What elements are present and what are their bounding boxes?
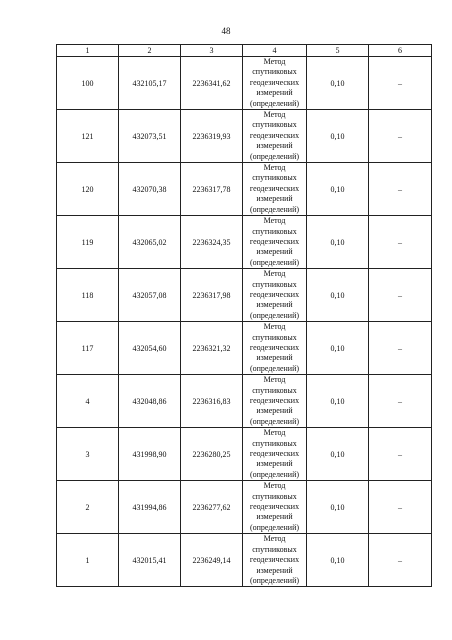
method-line: Метод xyxy=(263,322,286,332)
accuracy-cell: 0,10 xyxy=(307,216,369,269)
table-row xyxy=(57,322,432,375)
page-number: 48 xyxy=(221,26,231,36)
method-cell xyxy=(243,375,307,428)
accuracy-cell: 0,10 xyxy=(307,534,369,587)
method-line: (определений) xyxy=(249,310,300,320)
method-line: измерений xyxy=(256,300,293,310)
accuracy-cell: 0,10 xyxy=(307,322,369,375)
column-header: 5 xyxy=(307,45,369,57)
method-line: спутниковых xyxy=(252,173,297,183)
method-line: (определений) xyxy=(249,151,300,161)
method-line: геодезических xyxy=(249,130,300,140)
method-line: Метод xyxy=(263,428,286,438)
point-number-cell: 3 xyxy=(57,428,119,481)
column-header: 3 xyxy=(181,45,243,57)
method-line: (определений) xyxy=(249,416,300,426)
method-cell xyxy=(243,110,307,163)
method-cell xyxy=(243,534,307,587)
method-line: измерений xyxy=(256,194,293,204)
method-line: (определений) xyxy=(249,522,300,532)
table-body xyxy=(57,45,432,587)
y-coordinate-cell: 2236280,25 xyxy=(181,428,243,481)
x-coordinate-cell: 431994,86 xyxy=(119,481,181,534)
note-cell: – xyxy=(369,57,432,110)
method-line: геодезических xyxy=(249,183,300,193)
method-line: Метод xyxy=(263,110,286,120)
method-line: измерений xyxy=(256,459,293,469)
table-row xyxy=(57,428,432,481)
point-number-cell: 121 xyxy=(57,110,119,163)
note-cell: – xyxy=(369,375,432,428)
table-row xyxy=(57,481,432,534)
point-number-cell: 117 xyxy=(57,322,119,375)
method-line: Метод xyxy=(263,269,286,279)
point-number-cell: 118 xyxy=(57,269,119,322)
accuracy-cell: 0,10 xyxy=(307,57,369,110)
method-line: (определений) xyxy=(249,469,300,479)
x-coordinate-cell: 432073,51 xyxy=(119,110,181,163)
method-line: Метод xyxy=(263,481,286,491)
method-line: измерений xyxy=(256,88,293,98)
method-line: Метод xyxy=(263,57,286,66)
method-line: Метод xyxy=(263,216,286,226)
method-cell xyxy=(243,481,307,534)
table-row xyxy=(57,110,432,163)
x-coordinate-cell: 432057,08 xyxy=(119,269,181,322)
method-line: (определений) xyxy=(249,204,300,214)
method-line: геодезических xyxy=(249,342,300,352)
method-line: (определений) xyxy=(249,363,300,373)
x-coordinate-cell: 432015,41 xyxy=(119,534,181,587)
method-line: измерений xyxy=(256,565,293,575)
method-line: (определений) xyxy=(249,575,300,585)
method-cell xyxy=(243,216,307,269)
method-line: спутниковых xyxy=(252,491,297,501)
method-line: (определений) xyxy=(249,98,300,108)
y-coordinate-cell: 2236249,14 xyxy=(181,534,243,587)
method-line: измерений xyxy=(256,141,293,151)
method-line: геодезических xyxy=(249,449,300,459)
column-header: 6 xyxy=(369,45,432,57)
note-cell: – xyxy=(369,322,432,375)
note-cell: – xyxy=(369,163,432,216)
table-row xyxy=(57,375,432,428)
method-line: спутниковых xyxy=(252,544,297,554)
y-coordinate-cell: 2236317,78 xyxy=(181,163,243,216)
accuracy-cell: 0,10 xyxy=(307,375,369,428)
method-line: геодезических xyxy=(249,289,300,299)
method-line: геодезических xyxy=(249,77,300,87)
method-line: измерений xyxy=(256,247,293,257)
method-line: измерений xyxy=(256,353,293,363)
coordinates-table xyxy=(56,44,432,587)
method-line: спутниковых xyxy=(252,332,297,342)
method-line: геодезических xyxy=(249,555,300,565)
y-coordinate-cell: 2236341,62 xyxy=(181,57,243,110)
column-header: 4 xyxy=(243,45,307,57)
note-cell: – xyxy=(369,534,432,587)
accuracy-cell: 0,10 xyxy=(307,110,369,163)
note-cell: – xyxy=(369,428,432,481)
method-line: спутниковых xyxy=(252,226,297,236)
x-coordinate-cell: 432070,38 xyxy=(119,163,181,216)
table-row xyxy=(57,216,432,269)
column-header: 1 xyxy=(57,45,119,57)
method-cell xyxy=(243,428,307,481)
note-cell: – xyxy=(369,216,432,269)
note-cell: – xyxy=(369,110,432,163)
method-line: Метод xyxy=(263,163,286,173)
x-coordinate-cell: 432105,17 xyxy=(119,57,181,110)
header-row xyxy=(57,45,432,57)
method-line: спутниковых xyxy=(252,67,297,77)
method-line: измерений xyxy=(256,406,293,416)
y-coordinate-cell: 2236321,32 xyxy=(181,322,243,375)
y-coordinate-cell: 2236316,83 xyxy=(181,375,243,428)
method-cell xyxy=(243,322,307,375)
table-row xyxy=(57,269,432,322)
note-cell: – xyxy=(369,481,432,534)
point-number-cell: 1 xyxy=(57,534,119,587)
note-cell: – xyxy=(369,269,432,322)
x-coordinate-cell: 431998,90 xyxy=(119,428,181,481)
y-coordinate-cell: 2236324,35 xyxy=(181,216,243,269)
point-number-cell: 120 xyxy=(57,163,119,216)
y-coordinate-cell: 2236277,62 xyxy=(181,481,243,534)
point-number-cell: 119 xyxy=(57,216,119,269)
x-coordinate-cell: 432054,60 xyxy=(119,322,181,375)
method-line: Метод xyxy=(263,534,286,544)
point-number-cell: 2 xyxy=(57,481,119,534)
method-line: измерений xyxy=(256,512,293,522)
accuracy-cell: 0,10 xyxy=(307,481,369,534)
method-cell xyxy=(243,57,307,110)
column-header: 2 xyxy=(119,45,181,57)
method-line: (определений) xyxy=(249,257,300,267)
method-line: спутниковых xyxy=(252,385,297,395)
method-line: Метод xyxy=(263,375,286,385)
y-coordinate-cell: 2236319,93 xyxy=(181,110,243,163)
table-row xyxy=(57,57,432,110)
accuracy-cell: 0,10 xyxy=(307,163,369,216)
method-line: спутниковых xyxy=(252,438,297,448)
x-coordinate-cell: 432065,02 xyxy=(119,216,181,269)
point-number-cell: 100 xyxy=(57,57,119,110)
accuracy-cell: 0,10 xyxy=(307,269,369,322)
method-line: спутниковых xyxy=(252,120,297,130)
method-cell xyxy=(243,269,307,322)
method-line: геодезических xyxy=(249,396,300,405)
method-line: геодезических xyxy=(249,502,300,512)
x-coordinate-cell: 432048,86 xyxy=(119,375,181,428)
table-row xyxy=(57,163,432,216)
table-row xyxy=(57,534,432,587)
method-line: спутниковых xyxy=(252,279,297,289)
y-coordinate-cell: 2236317,98 xyxy=(181,269,243,322)
accuracy-cell: 0,10 xyxy=(307,428,369,481)
method-cell xyxy=(243,163,307,216)
point-number-cell: 4 xyxy=(57,375,119,428)
method-line: геодезических xyxy=(249,236,300,246)
